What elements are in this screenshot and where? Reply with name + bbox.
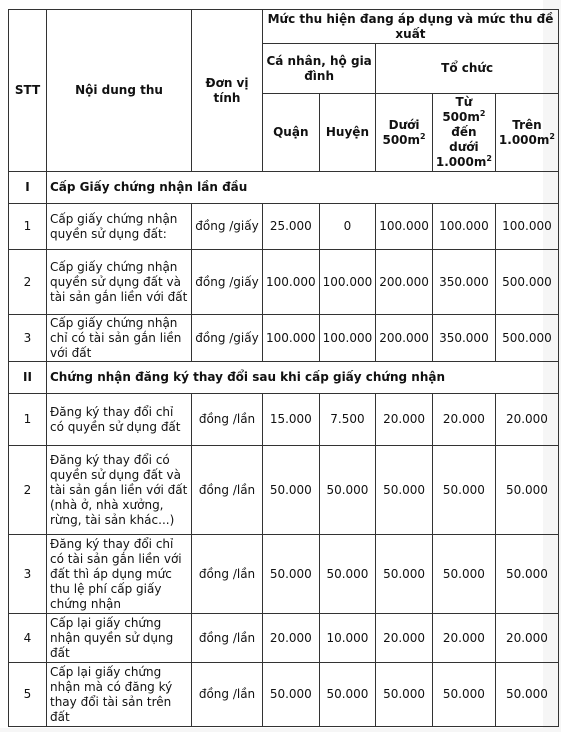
table-row xyxy=(9,315,559,362)
table-row xyxy=(9,250,559,315)
row-unit: đồng /lần xyxy=(192,614,263,663)
row-quan: 25.000 xyxy=(263,204,320,250)
row-over-1000: 50.000 xyxy=(495,663,558,727)
header-over-1000-sup: 2 xyxy=(549,131,555,141)
row-under-500: 200.000 xyxy=(376,250,433,315)
row-content: Cấp lại giấy chứng nhận mà có đăng ký thay đổi tài sản trên đất xyxy=(47,663,192,727)
row-huyen: 50.000 xyxy=(319,446,376,535)
row-under-500: 20.000 xyxy=(376,394,433,446)
header-content: Nội dung thu xyxy=(47,10,192,172)
fee-table xyxy=(8,9,559,727)
header-over-1000-text: Trên 1.000m xyxy=(498,117,550,147)
table-row xyxy=(9,394,559,446)
row-quan: 50.000 xyxy=(263,663,320,727)
row-from-500: 50.000 xyxy=(432,535,495,614)
header-from-500-sup-b: 2 xyxy=(486,154,492,163)
header-under-500 xyxy=(376,94,433,172)
header-under-500-text: Dưới 500m xyxy=(382,117,421,147)
row-no: 3 xyxy=(9,535,47,614)
row-from-500: 20.000 xyxy=(432,394,495,446)
section-title: Chứng nhận đăng ký thay đổi sau khi cấp giấy chứng nhận xyxy=(47,362,559,394)
row-from-500: 350.000 xyxy=(432,250,495,315)
row-no: 2 xyxy=(9,250,47,315)
table-row xyxy=(9,446,559,535)
section-row xyxy=(9,362,559,394)
row-content: Cấp giấy chứng nhận quyền sử dụng đất và tài sản gắn liền với đất xyxy=(47,250,192,315)
section-index: II xyxy=(9,362,47,394)
header-organizations: Tổ chức xyxy=(376,44,559,94)
row-over-1000: 50.000 xyxy=(495,535,558,614)
row-under-500: 50.000 xyxy=(376,663,433,727)
row-quan: 100.000 xyxy=(263,250,320,315)
row-huyen: 7.500 xyxy=(319,394,376,446)
row-unit: đồng /lần xyxy=(192,394,263,446)
row-over-1000: 100.000 xyxy=(495,204,558,250)
row-huyen: 0 xyxy=(319,204,376,250)
section-row xyxy=(9,172,559,204)
row-content: Đăng ký thay đổi chỉ có tài sản gắn liền với đất thì áp dụng mức thu lệ phí cấp giấy chứng nhận xyxy=(47,535,192,614)
row-over-1000: 20.000 xyxy=(495,394,558,446)
row-unit: đồng /lần xyxy=(192,663,263,727)
row-under-500: 50.000 xyxy=(376,446,433,535)
row-unit: đồng /giấy xyxy=(192,315,263,362)
row-content: Cấp lại giấy chứng nhận quyền sử dụng đất xyxy=(47,614,192,663)
row-unit: đồng /lần xyxy=(192,446,263,535)
row-huyen: 100.000 xyxy=(319,315,376,362)
row-no: 1 xyxy=(9,204,47,250)
row-quan: 50.000 xyxy=(263,446,320,535)
row-content: Đăng ký thay đổi chỉ có quyền sử dụng đất xyxy=(47,394,192,446)
table-row xyxy=(9,204,559,250)
row-no: 2 xyxy=(9,446,47,535)
row-huyen: 50.000 xyxy=(319,663,376,727)
table-row xyxy=(9,663,559,727)
table-row xyxy=(9,614,559,663)
section-title: Cấp Giấy chứng nhận lần đầu xyxy=(47,172,559,204)
row-content: Cấp giấy chứng nhận quyền sử dụng đất: xyxy=(47,204,192,250)
row-over-1000: 20.000 xyxy=(495,614,558,663)
row-unit: đồng /giấy xyxy=(192,204,263,250)
row-quan: 50.000 xyxy=(263,535,320,614)
row-huyen: 10.000 xyxy=(319,614,376,663)
row-no: 4 xyxy=(9,614,47,663)
row-from-500: 20.000 xyxy=(432,614,495,663)
row-under-500: 100.000 xyxy=(376,204,433,250)
header-fee-group: Mức thu hiện đang áp dụng và mức thu đề xuất xyxy=(263,10,559,44)
row-content: Đăng ký thay đổi có quyền sử dụng đất và tài sản gắn liền với đất (nhà ở, nhà xưởng, rừng, tài sản khác...) xyxy=(47,446,192,535)
header-from-500-suffix: đến dưới 1.000m xyxy=(435,125,487,169)
header-under-500-sup: 2 xyxy=(420,131,426,141)
row-over-1000: 500.000 xyxy=(495,315,558,362)
section-index: I xyxy=(9,172,47,204)
row-no: 3 xyxy=(9,315,47,362)
row-from-500: 100.000 xyxy=(432,204,495,250)
page-margin-bottom xyxy=(0,728,561,732)
row-quan: 20.000 xyxy=(263,614,320,663)
header-from-500-sup-a: 2 xyxy=(479,109,486,118)
row-over-1000: 500.000 xyxy=(495,250,558,315)
header-quan: Quận xyxy=(263,94,320,172)
header-huyen: Huyện xyxy=(319,94,376,172)
header-unit: Đơn vị tính xyxy=(192,10,263,172)
row-from-500: 50.000 xyxy=(432,446,495,535)
row-unit: đồng /lần xyxy=(192,535,263,614)
row-no: 1 xyxy=(9,394,47,446)
row-under-500: 50.000 xyxy=(376,535,433,614)
row-under-500: 200.000 xyxy=(376,315,433,362)
row-content: Cấp giấy chứng nhận chỉ có tài sản gắn liền với đất xyxy=(47,315,192,362)
row-no: 5 xyxy=(9,663,47,727)
row-over-1000: 50.000 xyxy=(495,446,558,535)
header-over-1000 xyxy=(495,94,558,172)
header-from-500 xyxy=(432,94,495,172)
header-from-500-prefix: Từ 500m xyxy=(442,95,480,124)
header-row-1 xyxy=(9,10,559,44)
row-under-500: 20.000 xyxy=(376,614,433,663)
row-huyen: 100.000 xyxy=(319,250,376,315)
row-unit: đồng /giấy xyxy=(192,250,263,315)
header-individuals: Cá nhân, hộ gia đình xyxy=(263,44,376,94)
header-stt: STT xyxy=(9,10,47,172)
row-quan: 100.000 xyxy=(263,315,320,362)
row-from-500: 50.000 xyxy=(432,663,495,727)
row-from-500: 350.000 xyxy=(432,315,495,362)
row-huyen: 50.000 xyxy=(319,535,376,614)
table-row xyxy=(9,535,559,614)
row-quan: 15.000 xyxy=(263,394,320,446)
